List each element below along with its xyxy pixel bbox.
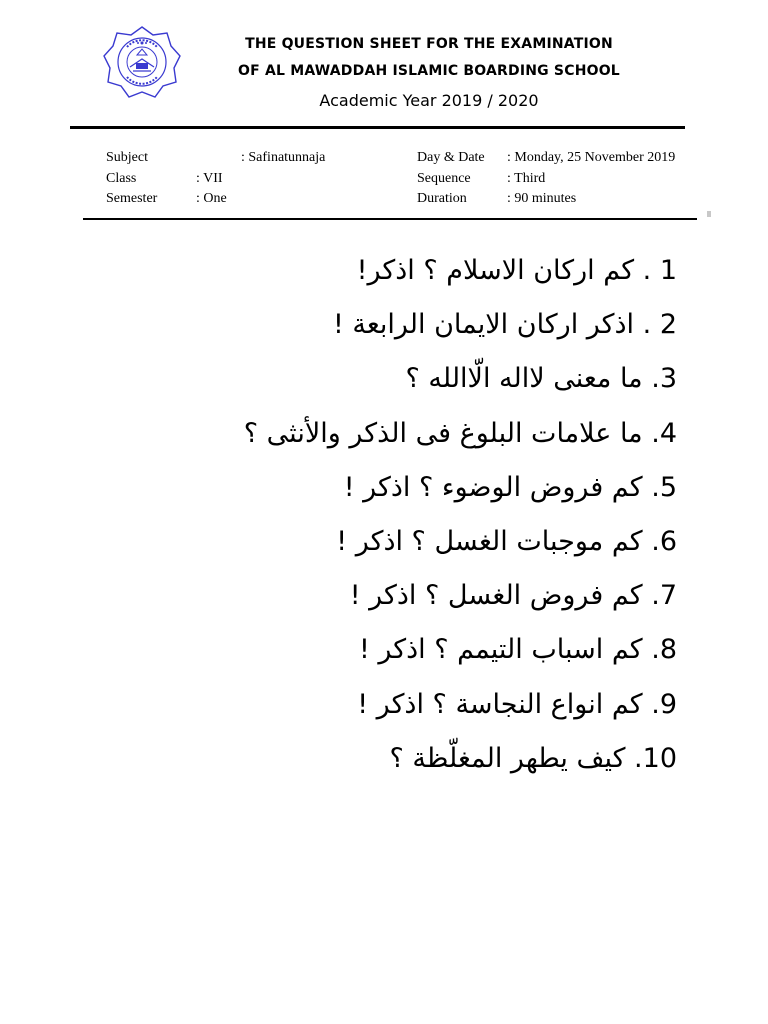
question-item: 9. كم انواع النجاسة ؟ اذكر ! xyxy=(357,688,677,720)
question-item: 6. كم موجبات الغسل ؟ اذكر ! xyxy=(336,525,677,557)
class-value: : VII xyxy=(196,171,223,186)
question-item: 1 . كم اركان الاسلام ؟ اذكر! xyxy=(356,255,677,286)
question-item: 4. ما علامات البلوغ فى الذكر والأنثى ؟ xyxy=(243,417,677,449)
school-seal-icon xyxy=(103,25,181,99)
semester-value: : One xyxy=(196,191,227,206)
question-item: 7. كم فروض الغسل ؟ اذكر ! xyxy=(349,580,677,612)
day-date-value: : Monday, 25 November 2019 xyxy=(507,150,676,165)
subject-label: Subject xyxy=(106,150,148,165)
question-list xyxy=(150,248,677,790)
info-divider xyxy=(83,218,697,220)
day-date-label: Day & Date xyxy=(417,150,485,165)
class-label: Class xyxy=(106,171,137,186)
school-name: OF AL MAWADDAH ISLAMIC BOARDING SCHOOL xyxy=(238,63,620,79)
sequence-label: Sequence xyxy=(417,171,471,186)
duration-value: : 90 minutes xyxy=(507,191,577,206)
semester-label: Semester xyxy=(106,191,158,206)
margin-marker xyxy=(707,211,711,217)
question-item: 10. كيف يطهر المغلّظة ؟ xyxy=(389,742,677,774)
sequence-value: : Third xyxy=(507,171,546,186)
question-item: 3. ما معنى لااله الّاالله ؟ xyxy=(405,363,677,395)
exam-title: THE QUESTION SHEET FOR THE EXAMINATION xyxy=(245,36,613,52)
header-divider xyxy=(70,126,685,129)
question-item: 2 . اذكر اركان الايمان الرابعة ! xyxy=(332,309,677,341)
academic-year: Academic Year 2019 / 2020 xyxy=(319,91,539,110)
question-item: 5. كم فروض الوضوء ؟ اذكر ! xyxy=(343,471,677,503)
subject-value: : Safinatunnaja xyxy=(241,150,326,165)
question-item: 8. كم اسباب التيمم ؟ اذكر ! xyxy=(358,634,677,666)
duration-label: Duration xyxy=(417,191,467,206)
